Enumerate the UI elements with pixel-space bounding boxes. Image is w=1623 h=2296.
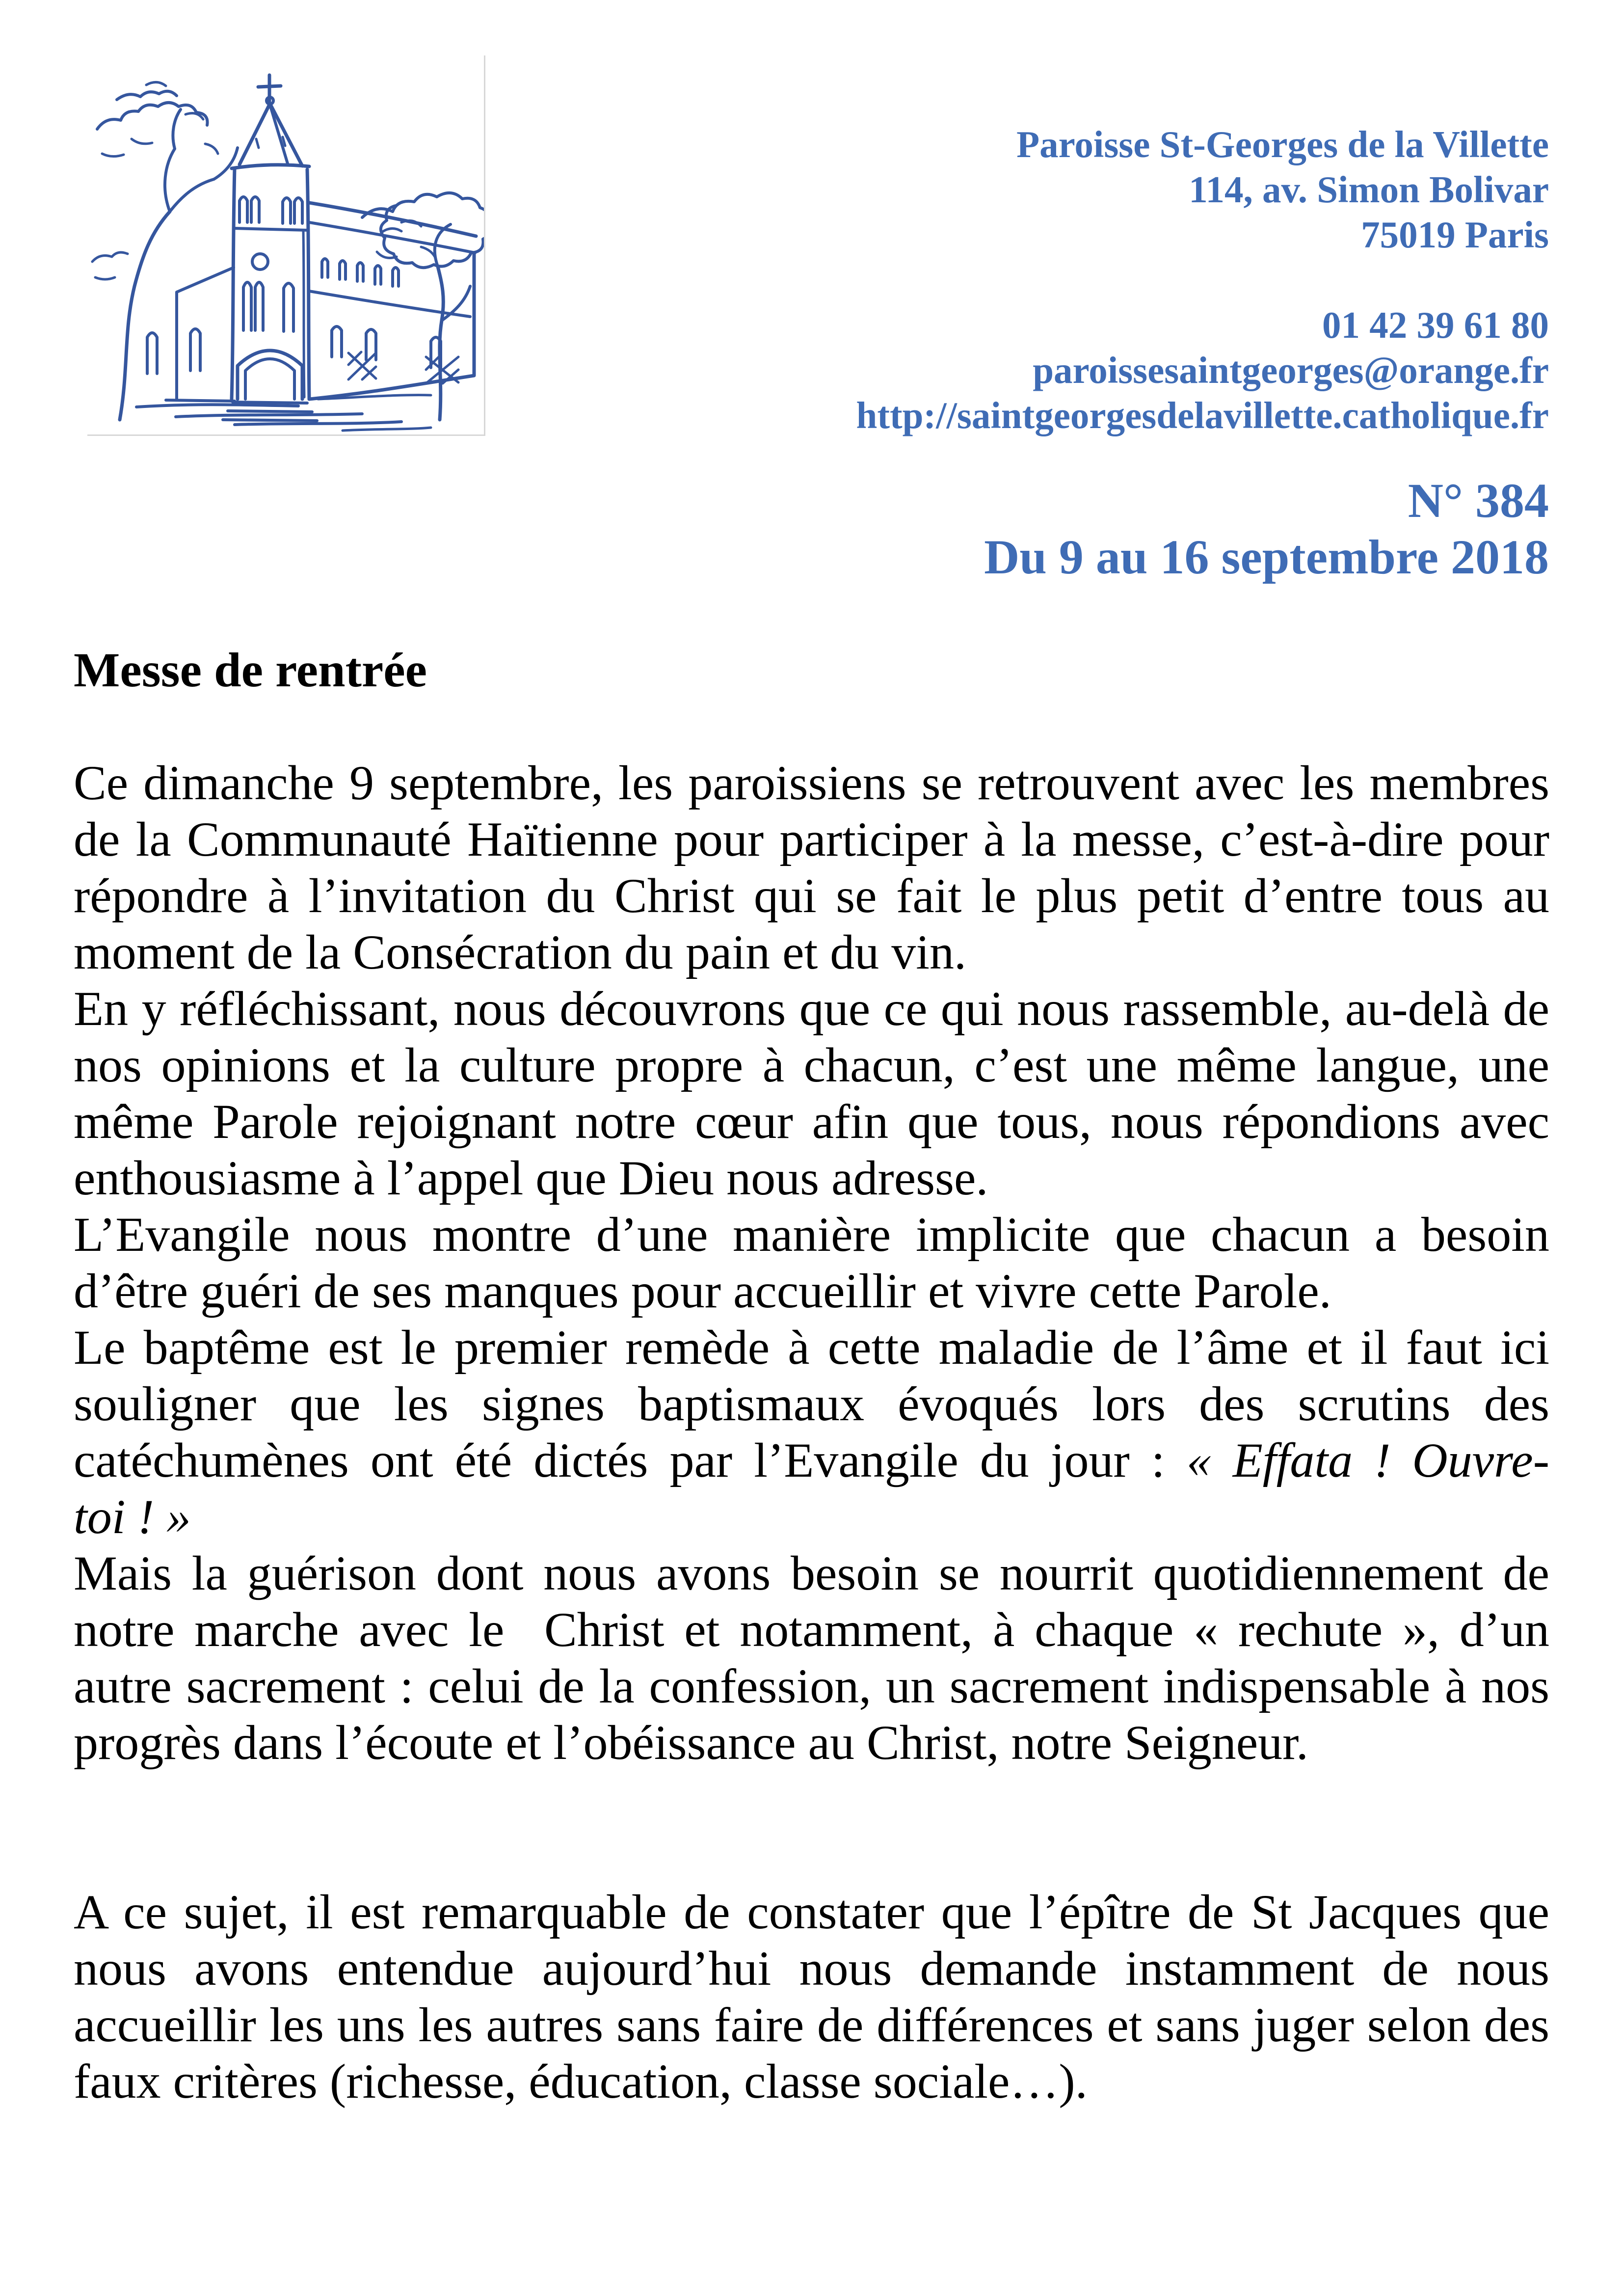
issue-date-range: Du 9 au 16 septembre 2018 (984, 530, 1549, 584)
parish-name: Paroisse St-Georges de la Villette (1016, 123, 1549, 165)
paragraph-text: Ce dimanche 9 septembre, les paroissiens se retrouvent avec les membres de la Communauté Haïtienne pour participer à la messe, c’est-à-dire pour répondre à l’invitation du Christ qui se fait le plus petit d’entre tous au moment de la Consécration du pain et du vin. (74, 756, 1549, 979)
parish-address-city: 75019 Paris (1361, 214, 1549, 256)
article-title: Messe de rentrée (74, 643, 427, 697)
issue-block (984, 472, 1549, 585)
article-paragraph-5 (74, 1545, 1549, 1771)
parish-address-street: 114, av. Simon Bolivar (1189, 168, 1549, 211)
paragraph-text: En y réfléchissant, nous découvrons que ce qui nous rassemble, au-delà de nos opinions et la culture propre à chacun, c’est une même langue, une même Parole rejoignant notre cœur afin que tous, nous répondions avec enthousiasme à l’appel que Dieu nous adresse. (74, 981, 1549, 1205)
parish-email: paroissesaintgeorges@orange.fr (1033, 349, 1549, 391)
article-paragraph-6 (74, 1884, 1549, 2109)
article-paragraph-1 (74, 755, 1549, 980)
article-paragraph-2 (74, 980, 1549, 1206)
church-drawing-icon (87, 55, 484, 434)
article-paragraph-3 (74, 1206, 1549, 1319)
paragraph-text: L’Evangile nous montre d’une manière implicite que chacun a besoin d’être guéri de ses manques pour accueillir et vivre cette Parole. (74, 1207, 1549, 1318)
parish-logo (87, 55, 485, 436)
parish-contact-block (856, 122, 1549, 438)
paragraph-italic-quote: « Effata ! Ouvre-toi ! » (74, 1433, 1549, 1544)
paragraph-text: Mais la guérison dont nous avons besoin se nourrit quotidiennement de notre marche avec le Christ et notamment, à chaque « rechute », d’un autre sacrement : celui de la confession, un sacrement indispensable à nos progrès dans l’écoute et l’obéissance au Christ, notre Seigneur. (74, 1546, 1549, 1770)
issue-number: N° 384 (1408, 473, 1549, 528)
article-paragraph-4 (74, 1319, 1549, 1545)
paragraph-text: Le baptême est le premier remède à cette maladie de l’âme et il faut ici souligner que les signes baptismaux évoqués lors des scrutins des catéchumènes ont été dictés par l’Evangile du jour : (74, 1320, 1549, 1487)
article (74, 642, 1549, 2109)
parish-phone: 01 42 39 61 80 (1322, 304, 1549, 346)
parish-website: http://saintgeorgesdelavillette.catholique.fr (856, 394, 1549, 436)
paragraph-text: A ce sujet, il est remarquable de constater que l’épître de St Jacques que nous avons entendue aujourd’hui nous demande instamment de nous accueillir les uns les autres sans faire de différences et sans juger selon des faux critères (richesse, éducation, classe sociale…). (74, 1885, 1549, 2108)
